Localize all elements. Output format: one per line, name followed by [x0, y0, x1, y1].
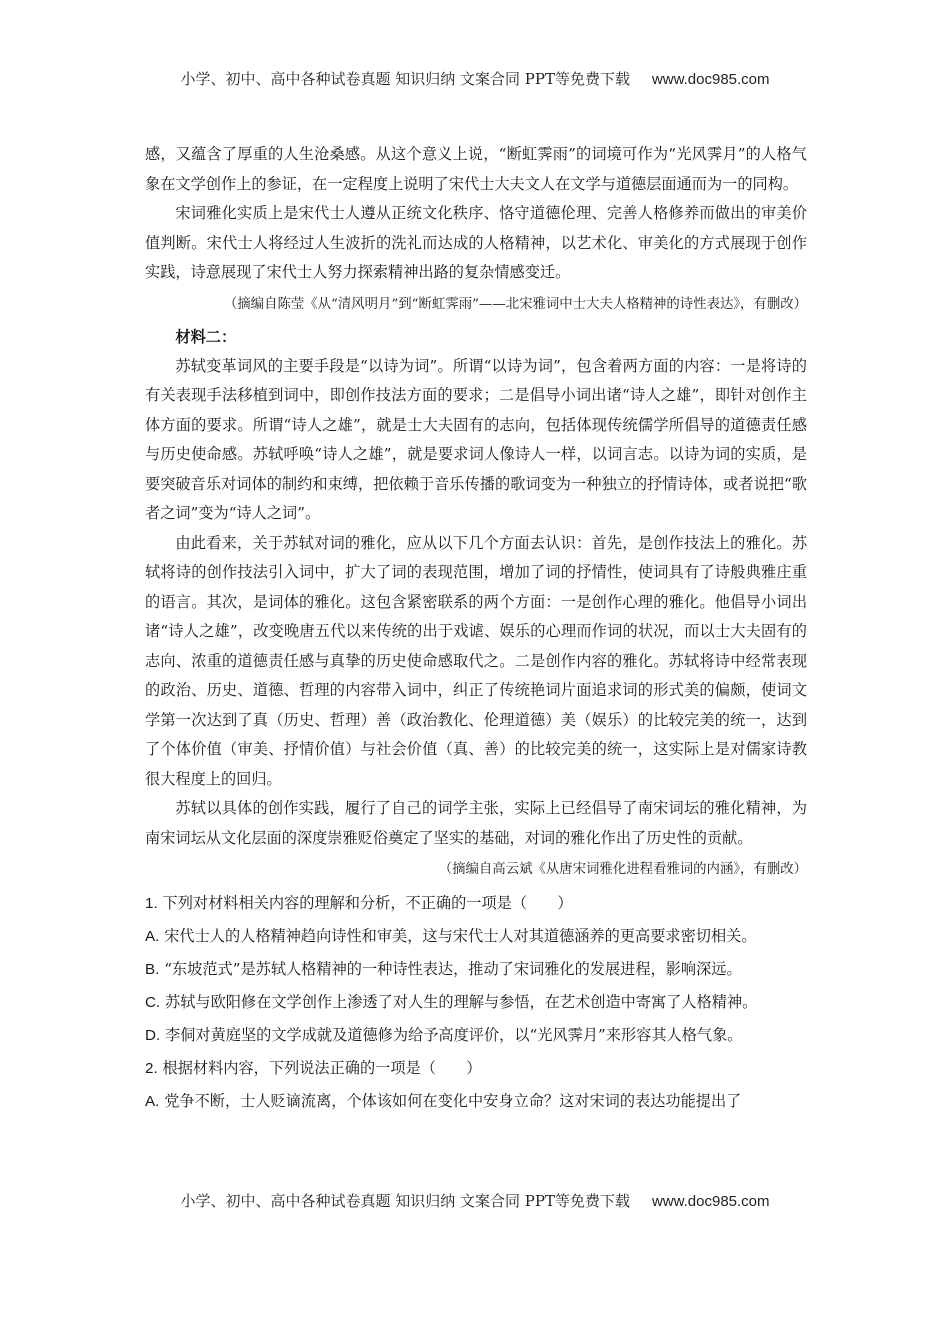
- page-header: [0, 68, 950, 89]
- question-1-option-b[interactable]: [145, 953, 807, 986]
- material1-paragraph-2: 宋词雅化实质上是宋代士人遵从正统文化秩序、恪守道德伦理、完善人格修养而做出的审美价值判断。宋代士人将经过人生波折的洗礼而达成的人格精神，以艺术化、审美化的方式展现于创作实践，诗意展现了宋代士人努力探索精神出路的复杂情感变迁。: [145, 204, 807, 281]
- question-1-text: 下列对材料相关内容的理解和分析，不正确的一项是（ ）: [162, 894, 573, 912]
- option-text: 苏轼与欧阳修在文学创作上渗透了对人生的理解与参悟，在艺术创造中寄寓了人格精神。: [165, 993, 758, 1011]
- option-letter: A.: [145, 1093, 160, 1110]
- question-1-option-c[interactable]: [145, 986, 807, 1019]
- material1-paragraph-1: 感，又蕴含了厚重的人生沧桑感。从这个意义上说，“断虹霁雨”的词境可作为“光风霁月”的人格气象在文学创作上的参证，在一定程度上说明了宋代士大夫文人在文学与道德层面通而为一的同构。: [145, 145, 807, 193]
- material2-heading: 材料二：: [175, 327, 237, 346]
- option-letter: D.: [145, 1027, 161, 1044]
- option-text: 宋代士人的人格精神趋向诗性和审美，这与宋代士人对其道德涵养的更高要求密切相关。: [164, 927, 757, 945]
- question-2-text: 根据材料内容，下列说法正确的一项是（ ）: [162, 1059, 482, 1077]
- question-2-number: 2.: [145, 1060, 158, 1077]
- material1-source: （摘编自陈莹《从“清风明月”到“断虹霁雨”——北宋雅词中士大夫人格精神的诗性表达》，有删改）: [223, 296, 807, 312]
- question-1-stem: [145, 887, 807, 920]
- material2-paragraph-2: 由此看来，关于苏轼对词的雅化，应从以下几个方面去认识：首先，是创作技法上的雅化。苏轼将诗的创作技法引入词中，扩大了词的表现范围，增加了词的抒情性，使词具有了诗般典雅庄重的语言。其次，是词体的雅化。这包含紧密联系的两个方面：一是创作心理的雅化。他倡导小词出诸“诗人之雄”，改变晚唐五代以来传统的出于戏谑、娱乐的心理而作词的状况，而以士大夫固有的志向、浓重的道德责任感与真挚的历史使命感取代之。二是创作内容的雅化。苏轼将诗中经常表现的政治、历史、道德、哲理的内容带入词中，纠正了传统艳词片面追求词的形式美的偏颇，使词文学第一次达到了真（历史、哲理）善（政治教化、伦理道德）美（娱乐）的比较完美的统一，达到了个体价值（审美、抒情价值）与社会价值（真、善）的比较完美的统一，这实际上是对儒家诗教很大程度上的回归。: [145, 533, 807, 788]
- option-letter: A.: [145, 928, 160, 945]
- question-1-option-a[interactable]: [145, 920, 807, 953]
- document-body: [145, 140, 807, 1118]
- option-text: 党争不断，士人贬谪流离，个体该如何在变化中安身立命？这对宋词的表达功能提出了: [164, 1092, 742, 1110]
- question-1-option-d[interactable]: [145, 1019, 807, 1052]
- footer-site-link[interactable]: www.doc985.com: [651, 1193, 770, 1210]
- header-text: 小学、初中、高中各种试卷真题 知识归纳 文案合同 PPT等免费下载: [180, 70, 630, 88]
- option-letter: C.: [145, 994, 161, 1011]
- question-2-option-a[interactable]: [145, 1085, 807, 1118]
- footer-text: 小学、初中、高中各种试卷真题 知识归纳 文案合同 PPT等免费下载: [180, 1192, 630, 1210]
- material2-paragraph-1: 苏轼变革词风的主要手段是“以诗为词”。所谓“以诗为词”，包含着两方面的内容：一是将诗的有关表现手法移植到词中，即创作技法方面的要求；二是倡导小词出诸“诗人之雄”，即针对创作主体方面的要求。所谓“诗人之雄”，就是士大夫固有的志向，包括体现传统儒学所倡导的道德责任感与历史使命感。苏轼呼唤“诗人之雄”，就是要求词人像诗人一样，以词言志。以诗为词的实质，是要突破音乐对词体的制约和束缚，把依赖于音乐传播的歌词变为一种独立的抒情诗体，或者说把“歌者之词”变为“诗人之词”。: [145, 356, 807, 522]
- option-letter: B.: [145, 961, 160, 978]
- question-1-number: 1.: [145, 895, 158, 912]
- question-2-stem: [145, 1052, 807, 1085]
- option-text: “东坡范式”是苏轼人格精神的一种诗性表达，推动了宋词雅化的发展进程，影响深远。: [164, 960, 742, 978]
- header-site-link[interactable]: www.doc985.com: [651, 71, 770, 88]
- material2-source: （摘编自高云斌《从唐宋词雅化进程看雅词的内涵》，有删改）: [438, 862, 807, 877]
- option-text: 李侗对黄庭坚的文学成就及道德修为给予高度评价，以“光风霁月”来形容其人格气象。: [165, 1026, 743, 1044]
- page-footer: [0, 1190, 950, 1211]
- material2-paragraph-3: 苏轼以具体的创作实践，履行了自己的词学主张，实际上已经倡导了南宋词坛的雅化精神，为南宋词坛从文化层面的深度崇雅贬俗奠定了坚实的基础，对词的雅化作出了历史性的贡献。: [145, 799, 807, 847]
